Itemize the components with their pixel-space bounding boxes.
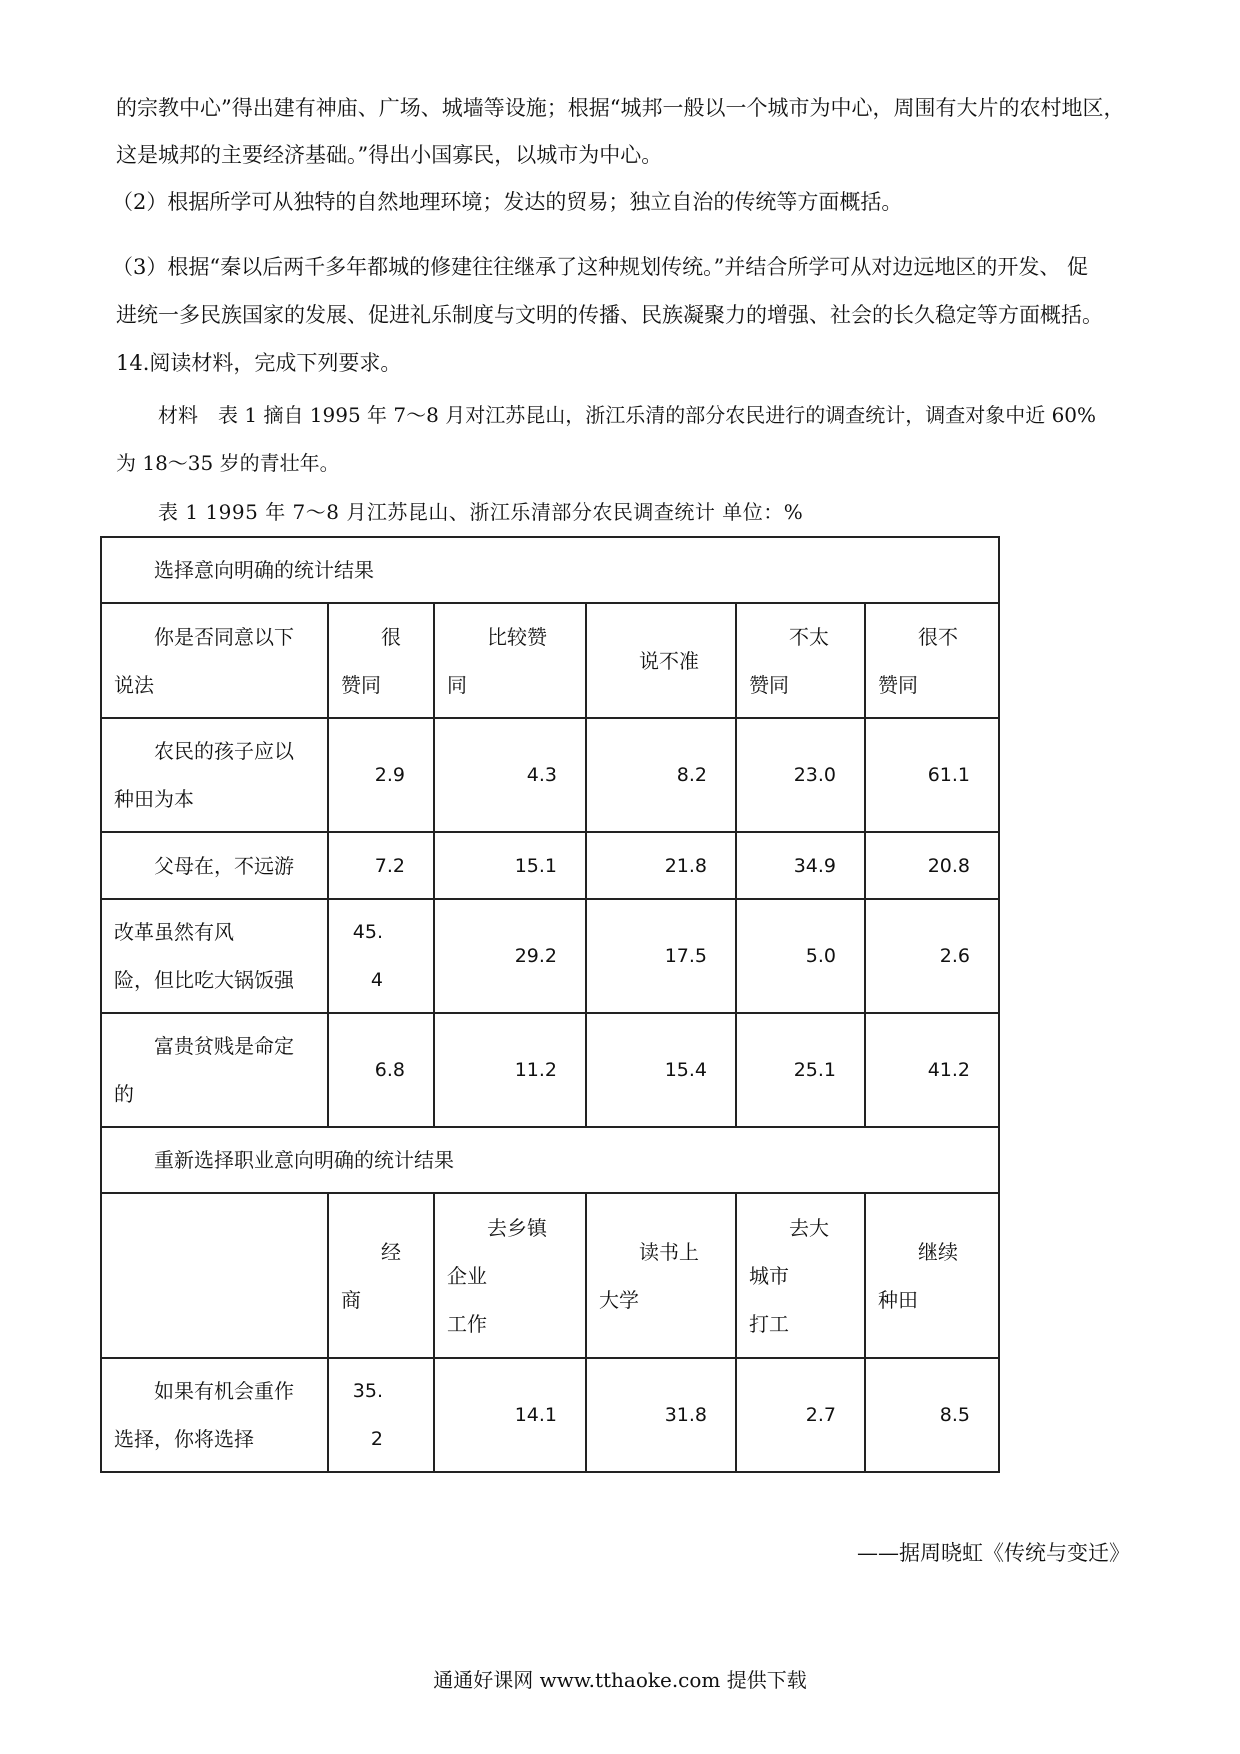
table-caption: 表 1 1995 年 7～8 月江苏昆山、浙江乐清部分农民调查统计 单位：% — [158, 500, 804, 524]
body-line-4: （3）根据“秦以后两千多年都城的修建往往继承了这种规划传统。”并结合所学可从对边远地区的开发、 促 — [112, 255, 1089, 279]
header-cell: 不太 赞同 — [736, 603, 865, 718]
section1-title: 选择意向明确的统计结果 — [101, 537, 999, 603]
table-row — [101, 899, 999, 1013]
value-cell: 34.9 — [736, 832, 865, 899]
section1-title-row — [101, 537, 999, 603]
value-cell: 31.8 — [586, 1358, 736, 1472]
header-cell: 经 商 — [328, 1193, 434, 1358]
question-14-heading: 14.阅读材料，完成下列要求。 — [116, 351, 402, 375]
value-cell: 2.9 — [328, 718, 434, 832]
section1-header-row — [101, 603, 999, 718]
header-cell: 去大 城市 打工 — [736, 1193, 865, 1358]
value-cell: 2.7 — [736, 1358, 865, 1472]
value-cell: 25.1 — [736, 1013, 865, 1127]
value-cell: 21.8 — [586, 832, 736, 899]
value-cell: 15.1 — [434, 832, 586, 899]
value-cell: 4.3 — [434, 718, 586, 832]
header-cell: 去乡镇 企业 工作 — [434, 1193, 586, 1358]
value-cell: 45. 4 — [328, 899, 434, 1013]
table-row — [101, 832, 999, 899]
row-label: 改革虽然有风 险，但比吃大锅饭强 — [101, 899, 328, 1013]
value-cell: 8.2 — [586, 718, 736, 832]
body-line-3: （2）根据所学可从独特的自然地理环境；发达的贸易；独立自治的传统等方面概括。 — [112, 190, 903, 214]
table-row — [101, 718, 999, 832]
value-cell: 61.1 — [865, 718, 999, 832]
header-cell: 说不准 — [586, 603, 736, 718]
survey-table — [100, 536, 1000, 1473]
body-line-1: 的宗教中心”得出建有神庙、广场、城墙等设施；根据“城邦一般以一个城市为中心，周围有大片的农村地区， — [116, 96, 1125, 120]
row-label: 如果有机会重作 选择，你将选择 — [101, 1358, 328, 1472]
value-cell: 5.0 — [736, 899, 865, 1013]
value-cell: 14.1 — [434, 1358, 586, 1472]
body-line-5: 进统一多民族国家的发展、促进礼乐制度与文明的传播、民族凝聚力的增强、社会的长久稳定等方面概括。 — [116, 303, 1103, 327]
row-label: 父母在，不远游 — [101, 832, 328, 899]
table-row — [101, 1013, 999, 1127]
header-cell — [101, 1193, 328, 1358]
header-cell: 很 赞同 — [328, 603, 434, 718]
row-label: 农民的孩子应以 种田为本 — [101, 718, 328, 832]
footer-text: 通通好课网 www.tthaoke.com 提供下载 — [433, 1668, 807, 1692]
value-cell: 6.8 — [328, 1013, 434, 1127]
value-cell: 29.2 — [434, 899, 586, 1013]
value-cell: 17.5 — [586, 899, 736, 1013]
header-cell: 很不 赞同 — [865, 603, 999, 718]
header-cell: 比较赞 同 — [434, 603, 586, 718]
value-cell: 11.2 — [434, 1013, 586, 1127]
header-cell: 继续 种田 — [865, 1193, 999, 1358]
value-cell: 15.4 — [586, 1013, 736, 1127]
value-cell: 20.8 — [865, 832, 999, 899]
value-cell: 8.5 — [865, 1358, 999, 1472]
section2-title: 重新选择职业意向明确的统计结果 — [101, 1127, 999, 1193]
value-cell: 23.0 — [736, 718, 865, 832]
value-cell: 2.6 — [865, 899, 999, 1013]
source-citation: ——据周晓虹《传统与变迁》 — [857, 1541, 1130, 1565]
section2-title-row — [101, 1127, 999, 1193]
value-cell: 7.2 — [328, 832, 434, 899]
body-line-2: 这是城邦的主要经济基础。”得出小国寡民，以城市为中心。 — [116, 143, 663, 167]
material-intro: 材料 表 1 摘自 1995 年 7～8 月对江苏昆山，浙江乐清的部分农民进行的调查统计，调查对象中近 60% — [158, 403, 1097, 427]
material-intro-cont: 为 18～35 岁的青壮年。 — [116, 451, 340, 475]
row-label: 富贵贫贱是命定 的 — [101, 1013, 328, 1127]
header-cell: 你是否同意以下 说法 — [101, 603, 328, 718]
value-cell: 35. 2 — [328, 1358, 434, 1472]
table-row — [101, 1358, 999, 1472]
section2-header-row — [101, 1193, 999, 1358]
value-cell: 41.2 — [865, 1013, 999, 1127]
header-cell: 读书上 大学 — [586, 1193, 736, 1358]
